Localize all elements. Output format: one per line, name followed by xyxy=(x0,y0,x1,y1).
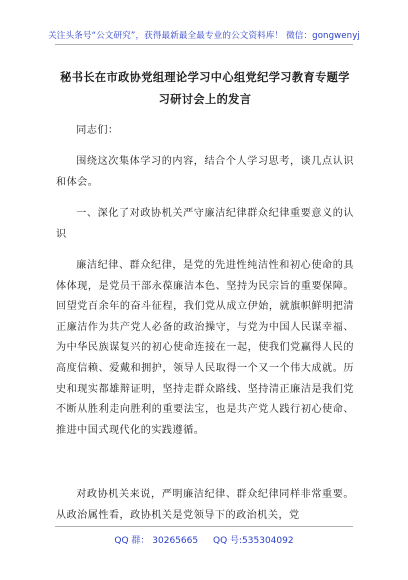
section-heading-1: 一、深化了对政协机关严守廉洁纪律群众纪律重要意义的认识 xyxy=(56,208,354,240)
intro-paragraph: 围绕这次集体学习的内容，结合个人学习思考，谈几点认识和体会。 xyxy=(56,156,354,188)
header-divider xyxy=(55,44,353,45)
body-paragraph-1: 廉洁纪律、群众纪律，是党的先进性纯洁性和初心使命的具体体现，是党员干部永葆廉洁本色、坚持为民宗旨的重要保障。回望党百余年的奋斗征程，我们党从成立伊始，就旗帜鲜明把清正廉洁作为共产党人必备的政治操守，与党为中国人民谋幸福、为中华民族谋复兴的初心使命连接在一起，使我们党赢得人民的高度信赖、爱戴和拥护，领导人民取得一个又一个伟大成就。历史和现实都雄辩证明，坚持走群众路线、坚持清正廉洁是我们党不断从胜利走向胜利的重要法宝，也是共产党人践行初心使命、推进中国式现代化的实践遵循。 xyxy=(56,260,354,436)
document-title: 秘书长在市政协党组理论学习中心组党纪学习教育专题学习研讨会上的发言 xyxy=(60,70,350,106)
footer-divider xyxy=(55,526,353,527)
footer-qq-number: QQ 号:535304092 xyxy=(212,536,294,546)
body-paragraph-2: 对政协机关来说，严明廉洁纪律、群众纪律同样非常重要。从政治属性看，政协机关是党领导下的政治机关，党 xyxy=(56,489,354,521)
footer-qq-group: QQ 群： 30265665 xyxy=(114,536,199,546)
header-banner: 关注头条号“公文研究”，获得最新最全最专业的公文资料库！ 微信：gongwenyj xyxy=(48,31,360,41)
greeting: 同志们： xyxy=(76,125,119,136)
footer xyxy=(0,533,408,546)
